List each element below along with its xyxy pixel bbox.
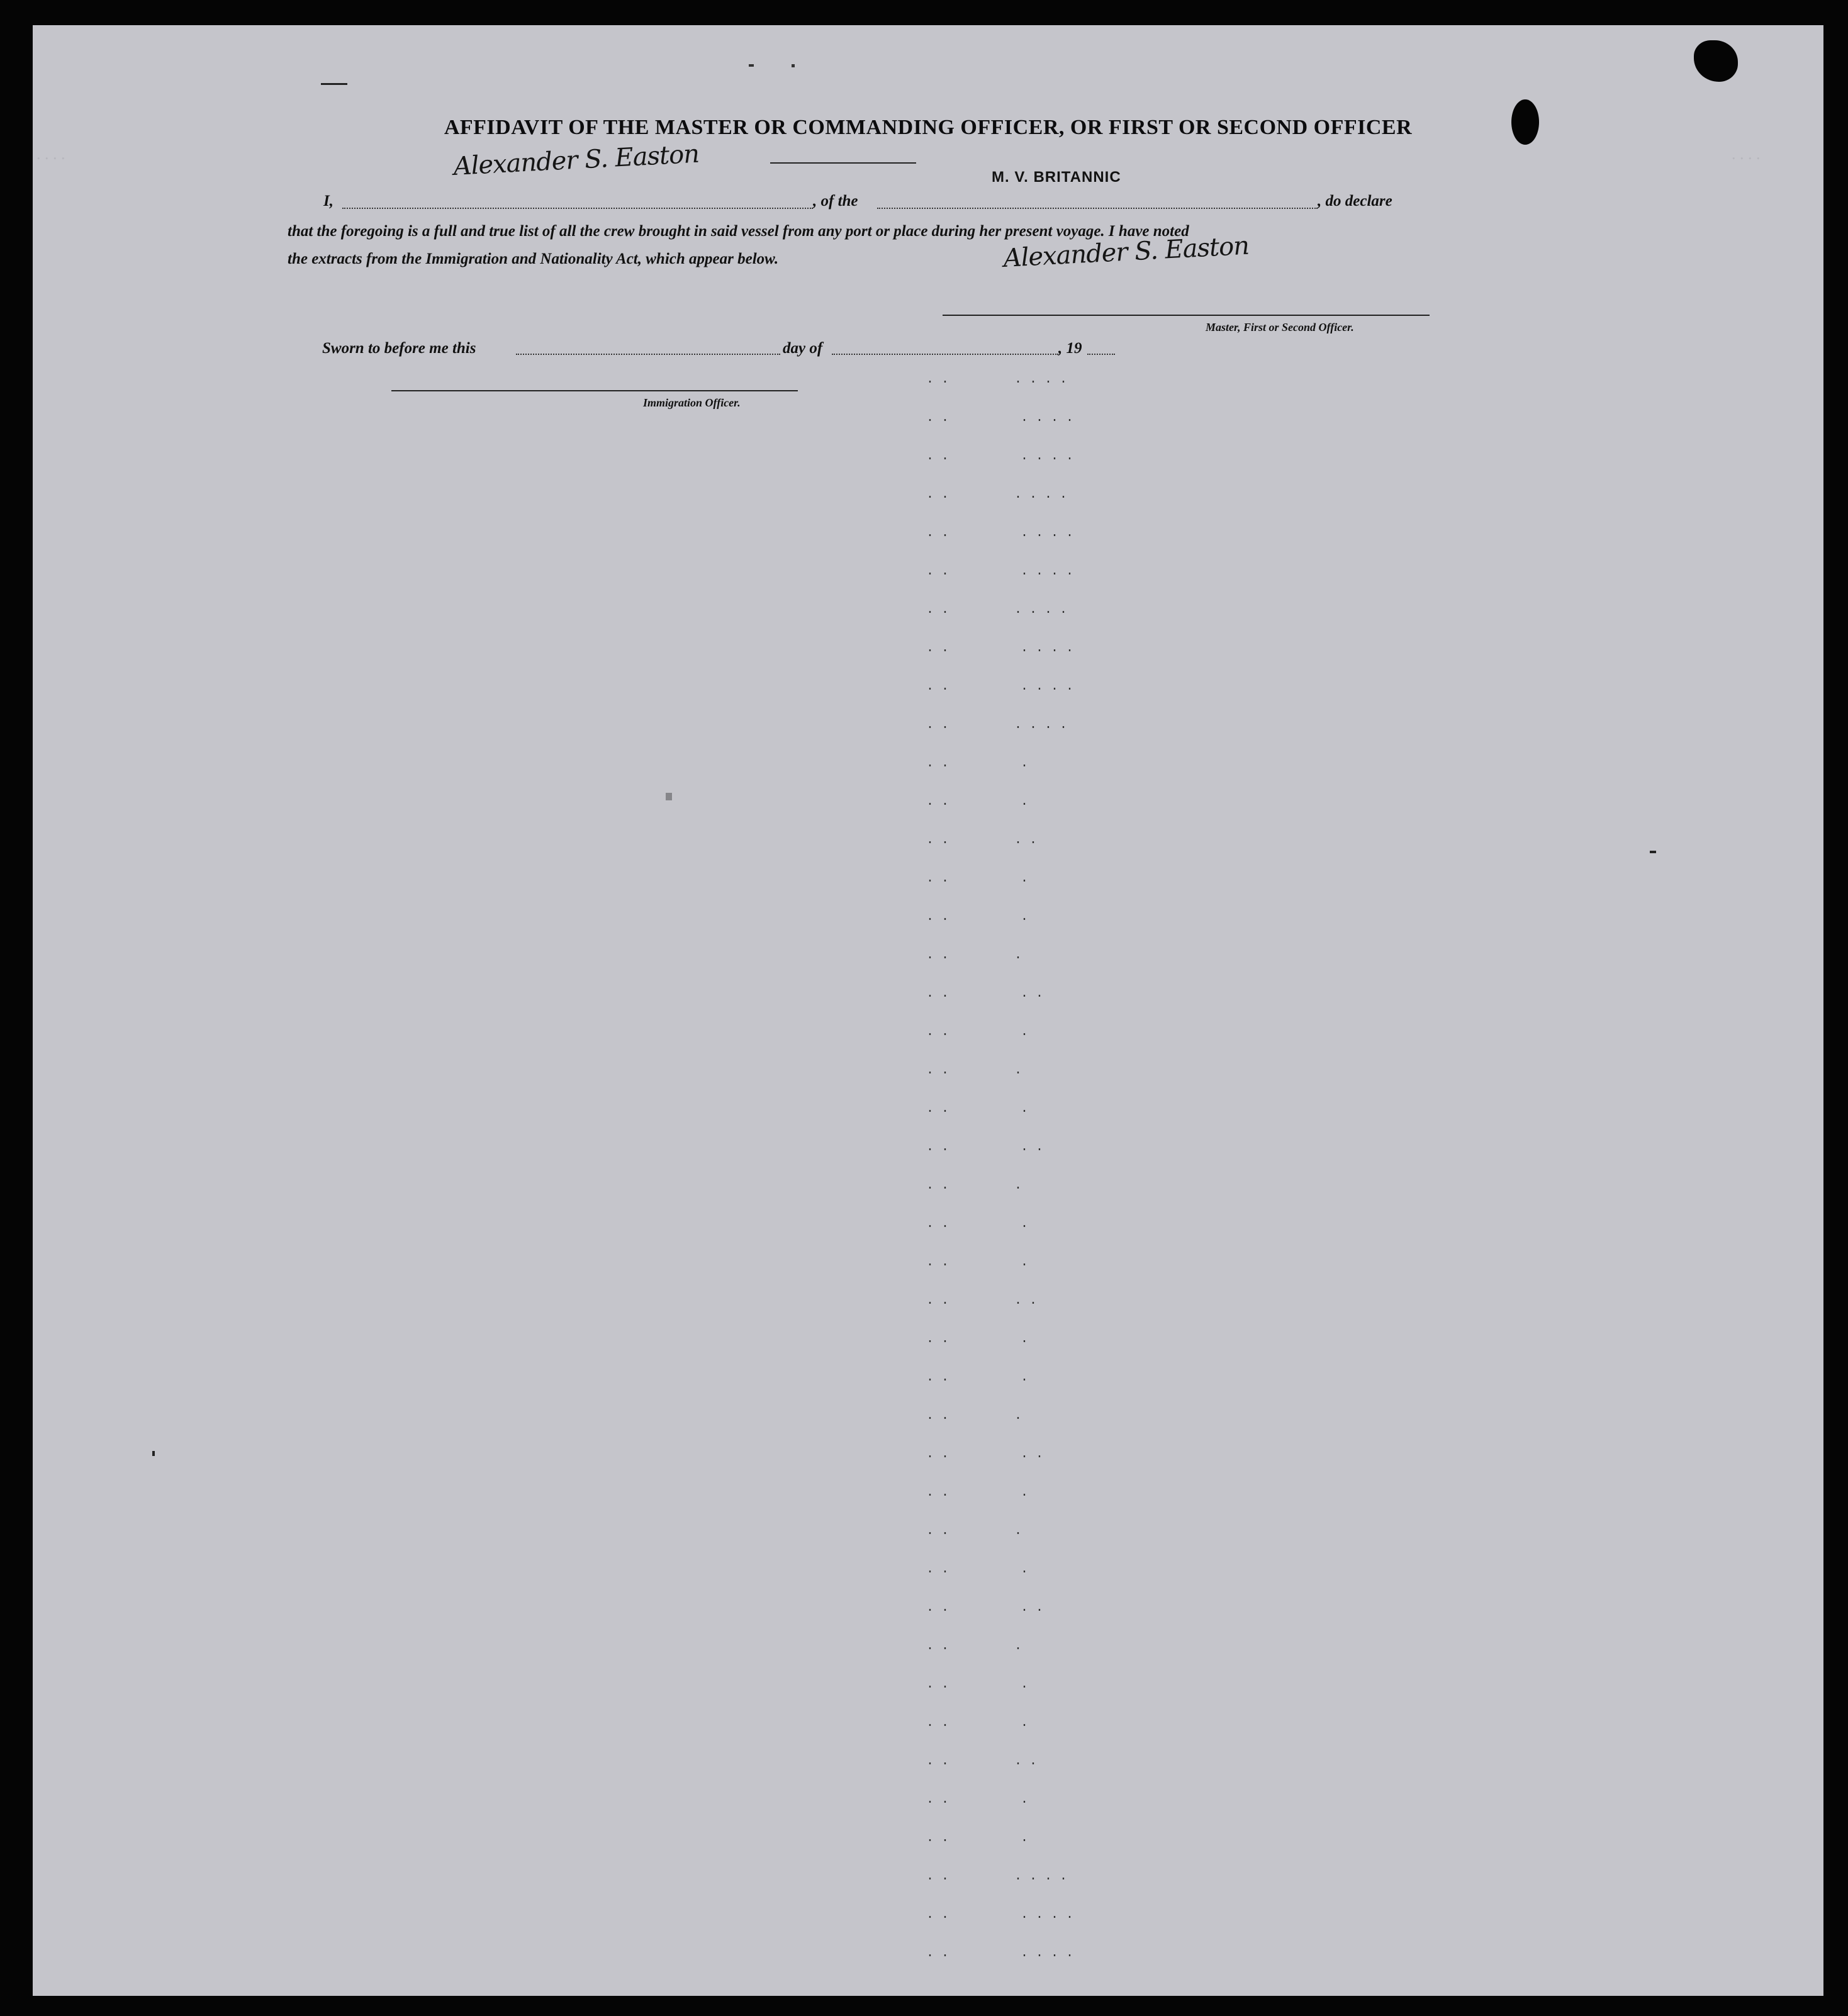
dot-mark: .... (1021, 411, 1082, 425)
dot-mark: .... (1014, 1869, 1075, 1884)
vessel-blank (877, 208, 1318, 209)
dot-mark: .. (926, 1409, 957, 1423)
affidavit-heading: AFFIDAVIT OF THE MASTER OR COMMANDING OFFICER, OR FIRST OR SECOND OFFICER (444, 116, 1413, 139)
dot-mark: .... (1021, 1908, 1082, 1922)
immigration-caption: Immigration Officer. (643, 396, 741, 409)
dot-mark: .. (926, 1255, 957, 1270)
immigration-officer-line (391, 390, 798, 391)
dot-mark: . (1021, 1486, 1036, 1500)
dot-mark: .... (1014, 488, 1075, 502)
name-blank (342, 208, 813, 209)
dot-mark: .. (926, 1754, 957, 1769)
dot-mark: .. (926, 987, 957, 1001)
top-mark (321, 83, 347, 85)
dot-mark: .. (926, 1025, 957, 1039)
top-mark (749, 64, 754, 67)
dot-mark: .. (926, 718, 957, 732)
dot-mark: .. (926, 910, 957, 924)
stray-mark (666, 793, 672, 800)
dot-mark: . (1021, 1025, 1036, 1039)
dot-mark: .. (926, 680, 957, 694)
dot-mark: .. (926, 1908, 957, 1922)
dot-mark: . (1021, 1831, 1036, 1845)
dot-mark: .. (926, 1370, 957, 1385)
dot-mark: .. (926, 1140, 957, 1155)
signature-master: Alexander S. Easton (1002, 231, 1250, 273)
bleed-through-left: . . . . (36, 145, 65, 163)
dot-mark: .... (1014, 718, 1075, 732)
dot-mark: . (1014, 1409, 1030, 1423)
dot-mark: .... (1021, 449, 1082, 464)
dot-mark: .. (926, 1639, 957, 1654)
dot-mark: . (1014, 948, 1030, 963)
dot-mark: . (1021, 1716, 1036, 1730)
month-blank (832, 354, 1058, 355)
dot-mark: .. (926, 1217, 957, 1231)
heading-rule (770, 162, 916, 164)
dot-mark: .. (926, 1447, 957, 1462)
dot-mark: .. (926, 411, 957, 425)
dot-mark: .. (1021, 1140, 1051, 1155)
dot-mark: .... (1014, 372, 1075, 387)
dot-mark: . (1021, 1102, 1036, 1116)
dot-mark: . (1014, 1063, 1030, 1078)
dot-mark: .. (926, 1179, 957, 1193)
dot-mark: . (1021, 1677, 1036, 1692)
dot-mark: .. (1021, 1447, 1051, 1462)
declaration-line-3: the extracts from the Immigration and Nationality Act, which appear below. (288, 250, 779, 267)
dot-mark: . (1014, 1179, 1030, 1193)
dot-mark: .. (926, 1831, 957, 1845)
dot-mark: . (1021, 1562, 1036, 1577)
master-signature-line (943, 315, 1430, 316)
dot-mark: .... (1014, 603, 1075, 617)
dot-mark: .. (926, 1946, 957, 1961)
label-day-of: day of (783, 340, 823, 357)
dot-mark: .. (926, 564, 957, 579)
dot-mark: .... (1021, 526, 1082, 540)
master-caption: Master, First or Second Officer. (1206, 321, 1354, 333)
sworn-prefix: Sworn to before me this (322, 340, 476, 357)
stray-mark (152, 1451, 155, 1456)
vessel-name: M. V. BRITANNIC (992, 169, 1121, 186)
dot-mark: . (1021, 756, 1036, 771)
dot-mark: .. (926, 948, 957, 963)
dot-mark: .. (926, 449, 957, 464)
dot-mark: .. (926, 795, 957, 809)
dot-mark: . (1021, 910, 1036, 924)
dot-mark: . (1021, 1332, 1036, 1347)
top-mark (792, 64, 795, 67)
dot-mark: .. (926, 1294, 957, 1308)
dot-mark: .... (1021, 564, 1082, 579)
year-blank (1087, 354, 1115, 355)
dot-mark: .... (1021, 641, 1082, 656)
dot-mark: .. (926, 1677, 957, 1692)
dot-mark: .. (926, 756, 957, 771)
label-of-the: , of the (813, 193, 858, 210)
dot-mark: .. (926, 1793, 957, 1807)
dot-mark: .. (1021, 987, 1051, 1001)
dot-mark: .. (926, 603, 957, 617)
dot-mark: .. (926, 871, 957, 886)
dot-mark: .. (926, 1716, 957, 1730)
dot-mark: .... (1021, 680, 1082, 694)
day-blank (516, 354, 780, 355)
dot-mark: . (1021, 795, 1036, 809)
dot-mark: . (1021, 1793, 1036, 1807)
stray-mark (1650, 851, 1656, 853)
declaration-line-2: that the foregoing is a full and true list of all the crew brought in said vessel from any port or place during her present voyage. I have noted (288, 223, 1189, 240)
dot-mark: .. (926, 1601, 957, 1615)
dot-mark: . (1021, 1255, 1036, 1270)
dot-mark: .. (926, 372, 957, 387)
dot-mark: .. (926, 1102, 957, 1116)
dot-mark: .. (1014, 833, 1045, 848)
dot-mark: .. (1021, 1601, 1051, 1615)
ink-blot-corner (1694, 40, 1738, 82)
dot-mark: . (1021, 871, 1036, 886)
dot-mark: .. (926, 526, 957, 540)
dot-mark: .. (926, 488, 957, 502)
dot-mark: . (1014, 1524, 1030, 1538)
dot-mark: .. (926, 1562, 957, 1577)
dot-mark: .. (926, 1524, 957, 1538)
document-page (33, 25, 1823, 1996)
label-year: , 19 (1058, 340, 1082, 357)
label-do-declare: , do declare (1318, 193, 1392, 210)
label-i: I, (323, 193, 333, 210)
signature-declarant: Alexander S. Easton (452, 139, 700, 181)
dot-mark: . (1021, 1217, 1036, 1231)
dot-mark: . (1014, 1639, 1030, 1654)
bleed-through-right: . . . . (1732, 145, 1761, 163)
dot-mark: . (1021, 1370, 1036, 1385)
dot-mark: .. (1014, 1754, 1045, 1769)
dot-mark: .. (926, 1063, 957, 1078)
dot-mark: .. (926, 833, 957, 848)
dot-mark: .. (926, 1869, 957, 1884)
dot-mark: .. (1014, 1294, 1045, 1308)
dot-mark: .. (926, 1486, 957, 1500)
dot-mark: .... (1021, 1946, 1082, 1961)
dot-mark: .. (926, 1332, 957, 1347)
dot-mark: .. (926, 641, 957, 656)
